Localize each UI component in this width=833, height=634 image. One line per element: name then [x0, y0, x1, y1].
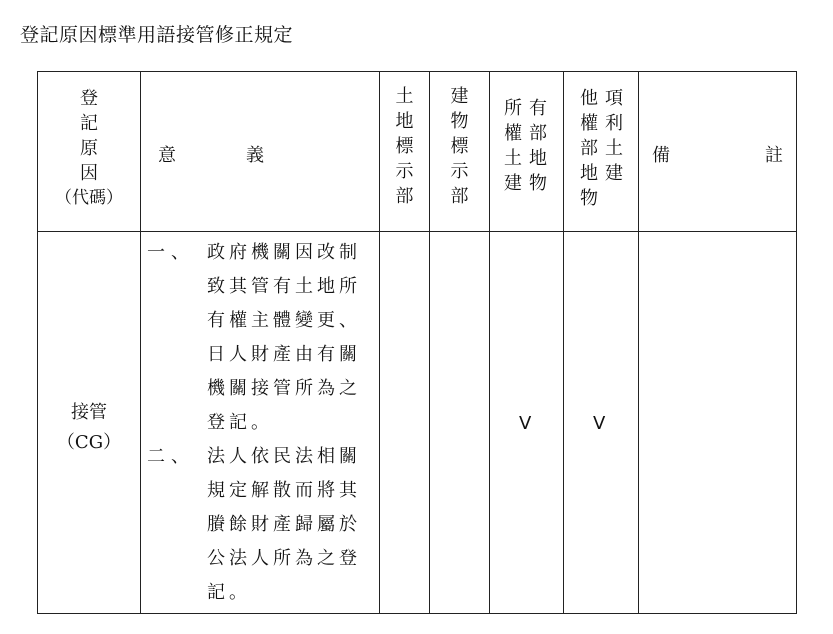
- other-rights-check-mark: V: [593, 413, 606, 434]
- header-other-rights-char: 利: [605, 113, 623, 134]
- header-ownership-cell: [490, 72, 564, 232]
- header-other-rights-char: 部: [580, 138, 598, 159]
- header-ownership-right-col: [501, 96, 525, 196]
- header-land-char: 土: [395, 86, 414, 107]
- header-building-char: 建: [450, 86, 469, 107]
- header-meaning-cell: [141, 72, 380, 232]
- header-ownership-char: 權: [504, 123, 522, 144]
- regulation-table: [37, 71, 797, 614]
- meaning-item-number: 二、: [147, 446, 195, 467]
- meaning-item-line: 法人依民法相關: [207, 446, 361, 467]
- header-reason-char: 登: [80, 88, 98, 109]
- ownership-check-mark: V: [519, 413, 532, 434]
- header-building-char: 部: [450, 186, 469, 207]
- header-land-cell: [380, 72, 430, 232]
- header-land-char: 地: [395, 111, 414, 132]
- header-reason-chars: [38, 86, 140, 211]
- meaning-item-line: 日人財產由有關: [207, 344, 361, 365]
- header-reason-cell: [38, 72, 141, 232]
- header-other-rights-char: 項: [605, 88, 623, 109]
- header-ownership-char: 部: [529, 123, 547, 144]
- header-ownership-char: 地: [529, 148, 547, 169]
- row-reason-cell: [38, 232, 141, 614]
- meaning-item-line: 記。: [207, 582, 251, 603]
- header-other-rights-char: 建: [605, 163, 623, 184]
- header-other-rights-char: 土: [605, 138, 623, 159]
- header-land-char: 標: [395, 136, 414, 157]
- header-reason-code: （代碼）: [55, 188, 123, 208]
- header-building-cell: [430, 72, 490, 232]
- header-other-rights-right-col: [577, 86, 601, 211]
- header-other-rights-char: 權: [580, 113, 598, 134]
- header-remarks-cell: [639, 72, 797, 232]
- header-reason-char: 因: [80, 163, 98, 184]
- meaning-item-line: 賸餘財產歸屬於: [207, 514, 361, 535]
- header-ownership-char: 有: [529, 98, 547, 119]
- row-meaning-cell: [141, 232, 380, 614]
- header-land-chars: [380, 84, 429, 209]
- header-building-char: 示: [450, 161, 469, 182]
- header-other-rights-char: 地: [580, 163, 598, 184]
- header-reason-char: 記: [80, 113, 98, 134]
- row-remarks-cell: [639, 232, 797, 614]
- page-title: 登記原因標準用語接管修正規定: [20, 24, 294, 46]
- header-reason-char: 原: [80, 138, 98, 159]
- header-other-rights-left-col: [602, 86, 626, 186]
- header-ownership-left-col: [526, 96, 550, 196]
- header-ownership-char: 土: [504, 148, 522, 169]
- header-building-char: 標: [450, 136, 469, 157]
- header-land-char: 部: [395, 186, 414, 207]
- row-reason-code: （CG）: [56, 432, 122, 453]
- header-building-char: 物: [450, 111, 469, 132]
- row-land-cell: [380, 232, 430, 614]
- header-ownership-char: 物: [529, 173, 547, 194]
- row-ownership-cell: [490, 232, 564, 614]
- row-other-rights-cell: [564, 232, 639, 614]
- header-building-chars: [430, 84, 489, 209]
- meaning-item-line: 登記。: [207, 412, 273, 433]
- header-remarks-left: 備: [652, 145, 670, 166]
- meaning-item-number: 一、: [147, 242, 195, 263]
- header-remarks-right: 註: [765, 145, 783, 166]
- meaning-item-line: 政府機關因改制: [207, 242, 361, 263]
- header-ownership-char: 建: [504, 173, 522, 194]
- row-building-cell: [430, 232, 490, 614]
- row-reason-name: 接管: [71, 402, 107, 423]
- meaning-item-line: 機關接管所為之: [207, 378, 361, 399]
- header-meaning-right: 義: [246, 145, 264, 166]
- meaning-item-line: 有權主體變更、: [207, 310, 361, 331]
- header-ownership-char: 所: [504, 98, 522, 119]
- meaning-item-line: 致其管有土地所: [207, 276, 361, 297]
- meaning-item-line: 規定解散而將其: [207, 480, 361, 501]
- header-land-char: 示: [395, 161, 414, 182]
- header-other-rights-char: 他: [580, 88, 598, 109]
- header-other-rights-char: 物: [580, 188, 598, 209]
- meaning-item-line: 公法人所為之登: [207, 548, 361, 569]
- header-other-rights-cell: [564, 72, 639, 232]
- header-meaning-left: 意: [158, 145, 176, 166]
